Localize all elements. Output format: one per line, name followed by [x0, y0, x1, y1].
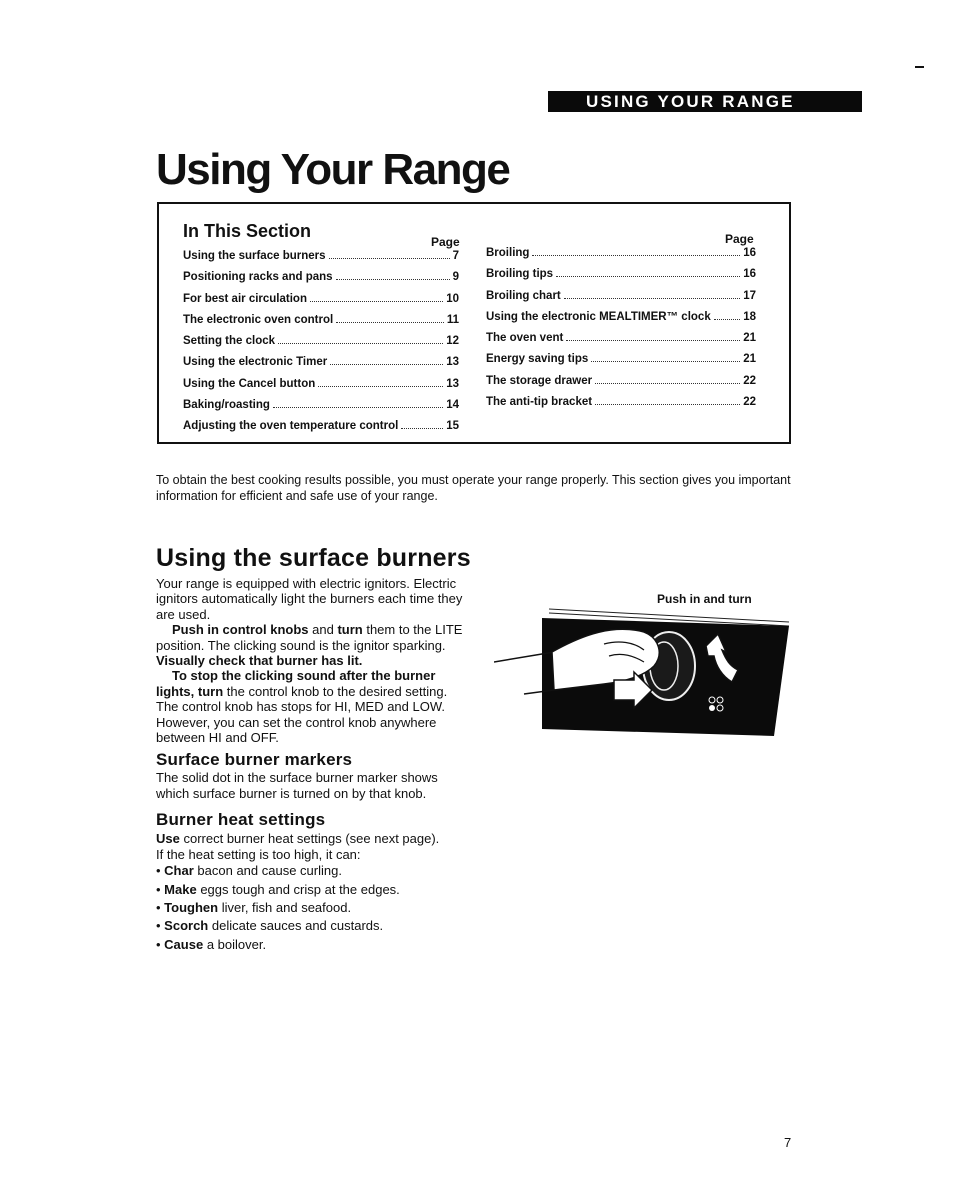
toc-entry[interactable]: Broiling chart 17 [486, 289, 756, 302]
paragraph-too-high: If the heat setting is too high, it can: [156, 846, 361, 862]
paragraph-markers: The solid dot in the surface burner marker shows which surface burner is turned on by that knob. [156, 770, 438, 801]
toc-page-header-left: Page [431, 235, 460, 249]
toc-entry[interactable]: Setting the clock 12 [183, 335, 459, 348]
toc-entry[interactable]: Energy saving tips 21 [486, 353, 756, 366]
list-item: • Make eggs tough and crisp at the edges. [156, 881, 400, 897]
paragraph-use-settings: Use correct burner heat settings (see next page). [156, 831, 440, 847]
toc-left-column [183, 250, 459, 442]
toc-entry[interactable]: Broiling tips 16 [486, 268, 756, 281]
list-item: • Cause a boilover. [156, 936, 267, 952]
heat-effects-list [156, 862, 466, 954]
subheading-burner-heat-settings: Burner heat settings [156, 810, 326, 829]
paragraph-stop-clicking: To stop the clicking sound after the burner lights, turn the control knob to the desired setting. The control knob has stops for HI, MED and LOW. However, you can set the control knob anywhere between HI and OFF. [156, 668, 448, 746]
page-title: Using Your Range [156, 145, 510, 194]
subheading-surface-burner-markers: Surface burner markers [156, 750, 353, 769]
heat-settings-block [156, 812, 466, 954]
page-number: 7 [784, 1135, 792, 1150]
toc-heading: In This Section [183, 221, 312, 241]
toc-page-header-right: Page [725, 232, 754, 246]
surface-burners-body [156, 576, 466, 745]
list-item: • Scorch delicate sauces and custards. [156, 918, 384, 934]
toc-entry[interactable]: Using the Cancel button 13 [183, 377, 459, 390]
toc-box [157, 202, 791, 444]
toc-entry[interactable]: Using the surface burners 7 [183, 250, 459, 262]
toc-entry[interactable]: Baking/roasting 14 [183, 399, 459, 412]
toc-entry[interactable]: Adjusting the oven temperature control 15 [183, 420, 459, 433]
toc-entry[interactable]: Broiling 16 [486, 247, 756, 259]
paragraph-push-in: Push in control knobs and turn them to the LITE position. The clicking sound is the ignitor sparking. Visually check that burner has lit. [156, 622, 463, 669]
toc-entry[interactable]: Positioning racks and pans 9 [183, 271, 459, 284]
section-banner: USING YOUR RANGE [548, 91, 862, 112]
paragraph-ignitors: Your range is equipped with electric ignitors. Electric ignitors automatically light the burners each time they are used. [156, 576, 463, 622]
list-item: • Char bacon and cause curling. [156, 863, 342, 879]
intro-paragraph: To obtain the best cooking results possible, you must operate your range properly. This section gives you important information for efficient and safe use of your range. [156, 473, 791, 503]
illustration-caption: Push in and turn [657, 592, 752, 606]
toc-entry[interactable]: The anti-tip bracket 22 [486, 396, 756, 409]
toc-entry[interactable]: Using the electronic Timer 13 [183, 356, 459, 369]
markers-block [156, 752, 466, 801]
section-heading-surface-burners: Using the surface burners [156, 544, 471, 572]
margin-dash [915, 66, 924, 68]
toc-entry[interactable]: Using the electronic MEALTIMER™ clock 18 [486, 310, 756, 323]
push-and-turn-knob-illustration [494, 604, 794, 739]
toc-entry[interactable]: The electronic oven control 11 [183, 313, 459, 326]
toc-right-column [486, 247, 756, 417]
toc-entry[interactable]: The oven vent 21 [486, 332, 756, 345]
toc-entry[interactable]: For best air circulation 10 [183, 292, 459, 305]
toc-entry[interactable]: The storage drawer 22 [486, 374, 756, 387]
list-item: • Toughen liver, fish and seafood. [156, 900, 352, 916]
